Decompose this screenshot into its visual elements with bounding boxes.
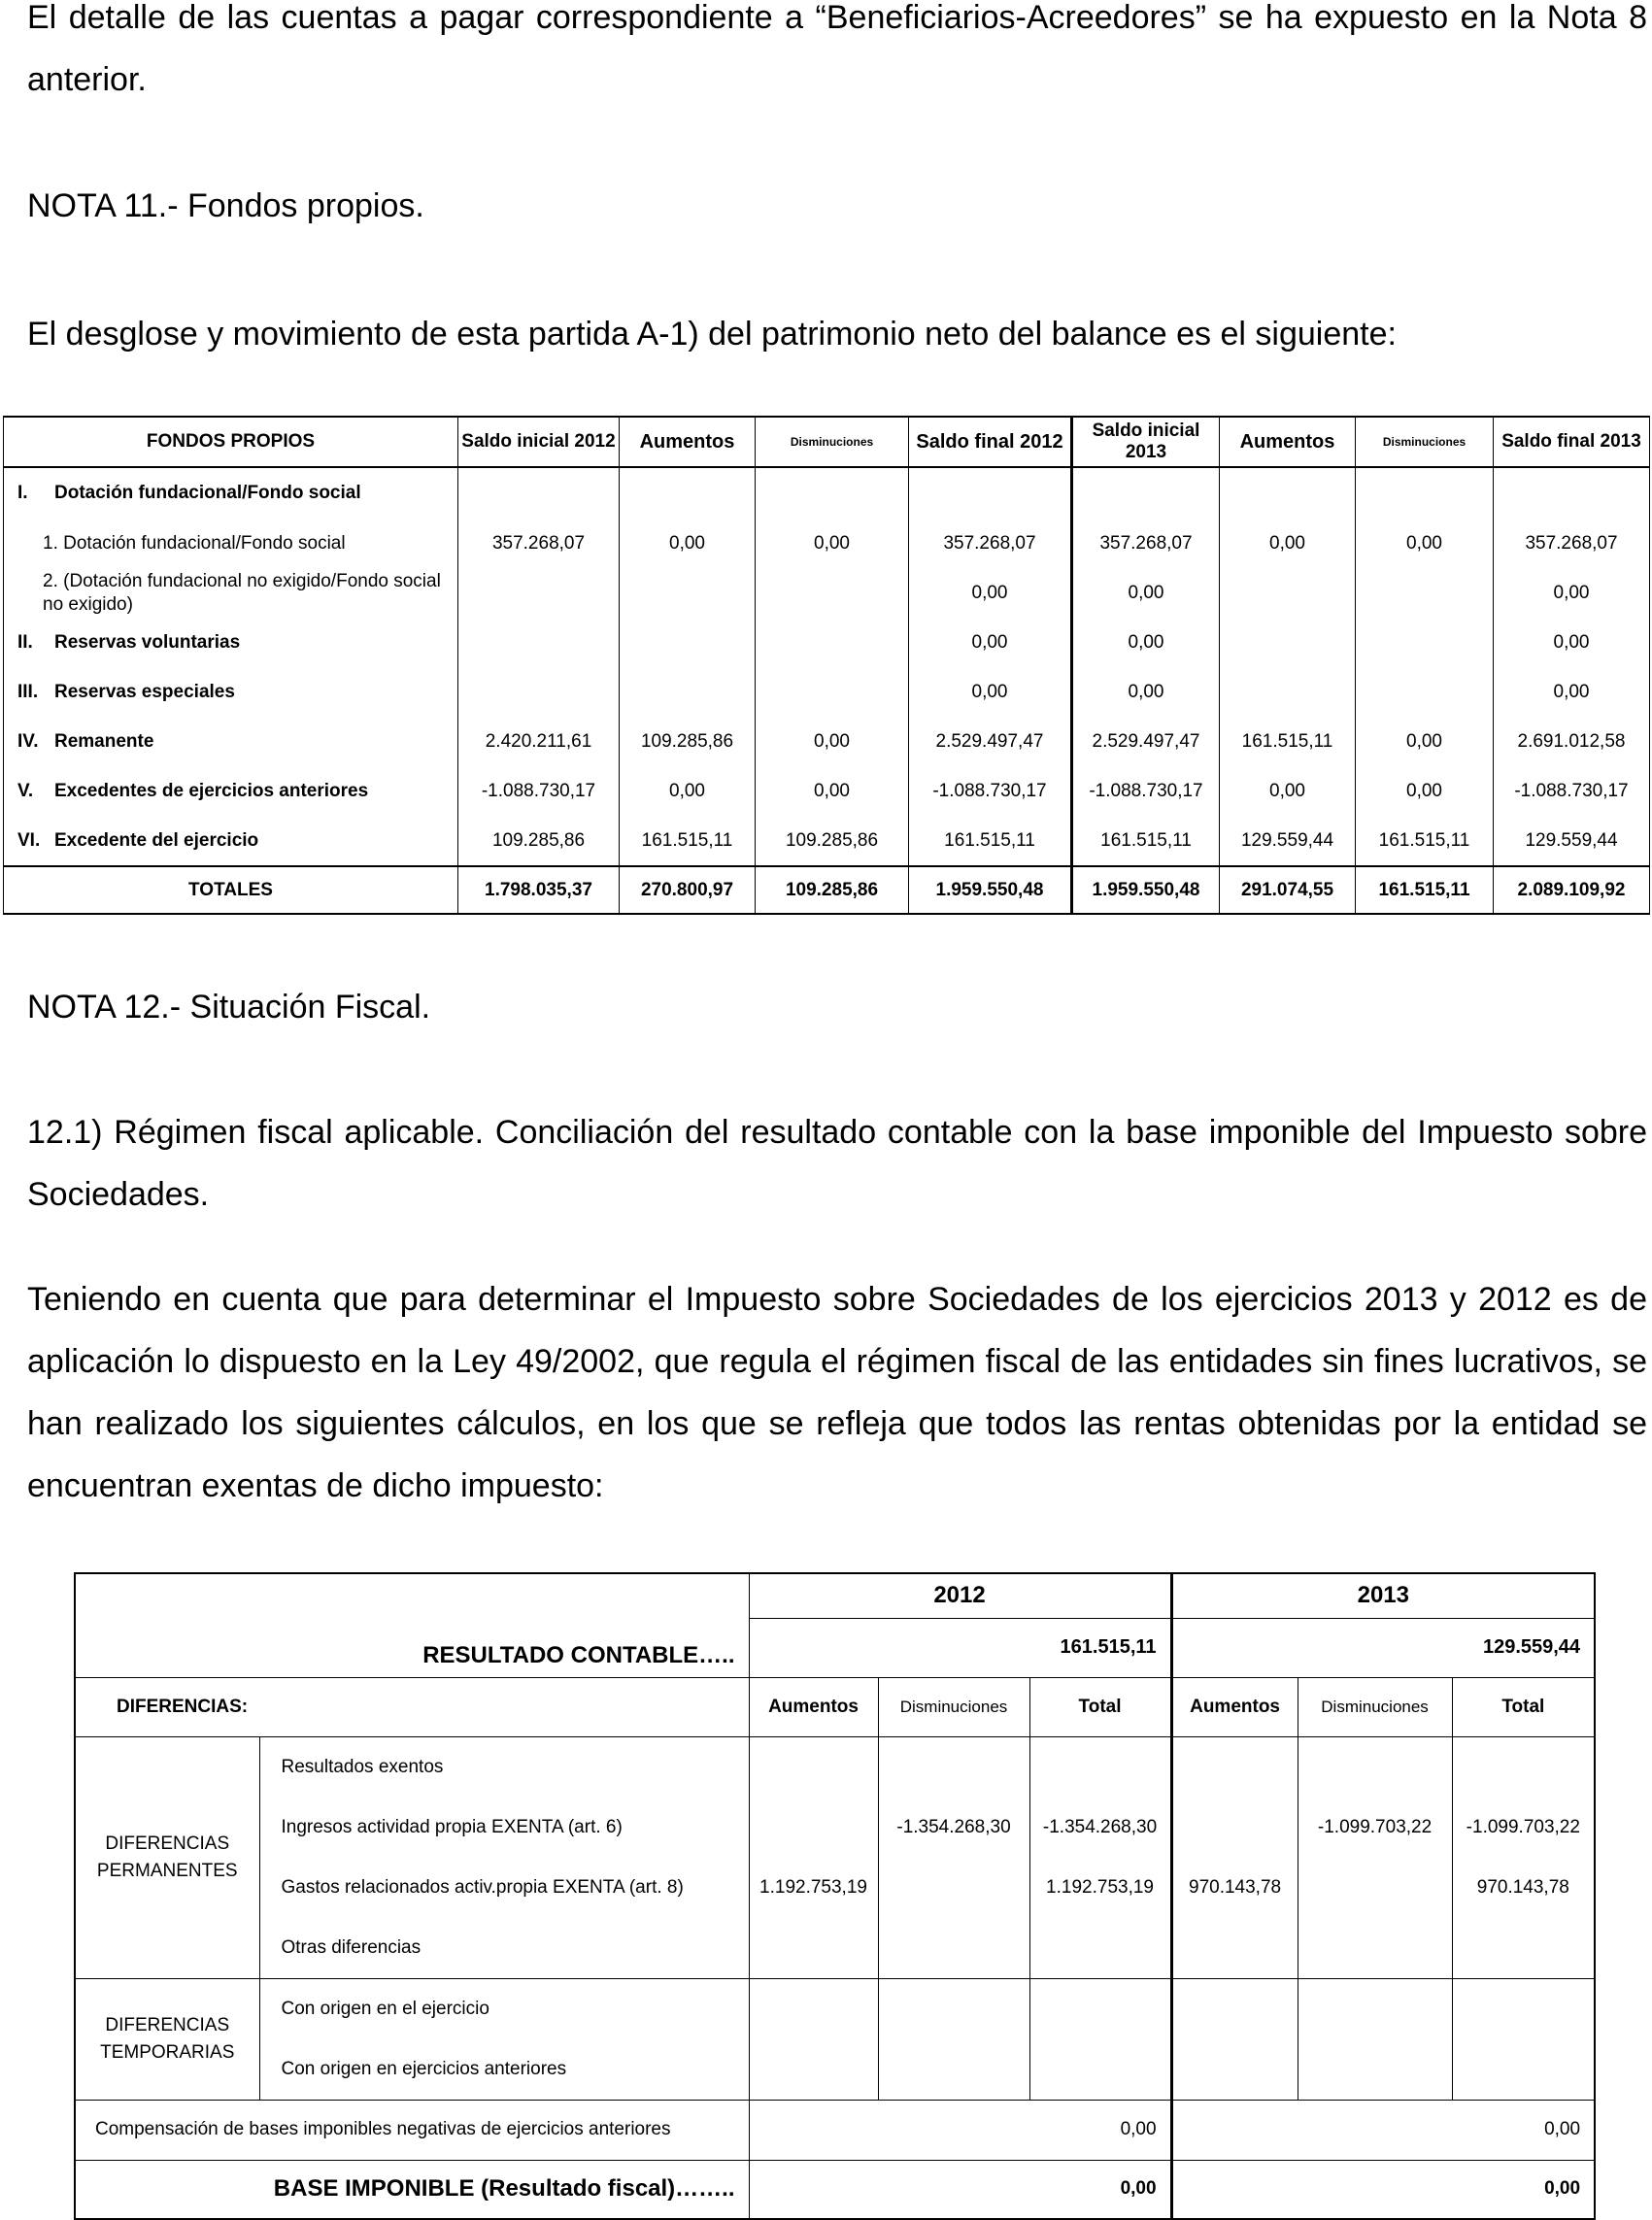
paragraph-regimen-fiscal: 12.1) Régimen fiscal aplicable. Conciliación del resultado contable con la base imponible del Impuesto sobre Sociedades. [27, 1114, 1647, 1213]
year-2012: 2012 [749, 1573, 1171, 1618]
fondos-row [4, 519, 1650, 568]
totals-value: 270.800,97 [620, 866, 756, 914]
temp-total-2013 [1452, 1978, 1595, 2100]
fondos-cell: 161.515,11 [1072, 816, 1220, 866]
paragraph-beneficiarios: El detalle de las cuentas a pagar correspondiente a “Beneficiarios-Acreedores” se ha expuesto en la Nota 8 anterior. [27, 0, 1647, 98]
diferencias-temporarias-items [259, 1978, 749, 2100]
fondos-row-label: II. Reservas voluntarias [4, 618, 458, 667]
fondos-cell: 161.515,11 [909, 816, 1072, 866]
diferencias-label: DIFERENCIAS: [75, 1677, 749, 1736]
fondos-row-label: 1. Dotación fundacional/Fondo social [4, 519, 458, 568]
fondos-row [4, 568, 1650, 618]
diferencias-temporarias-row [75, 1978, 1595, 2100]
header-saldo-inicial-2012: Saldo inicial 2012 [458, 417, 620, 467]
fondos-cell: -1.088.730,17 [1072, 766, 1220, 816]
fondos-cell [620, 568, 756, 618]
header-aumentos-2012: Aumentos [620, 417, 756, 467]
fondos-cell: 0,00 [620, 766, 756, 816]
totals-value: 109.285,86 [756, 866, 909, 914]
diferencias-permanentes-label: DIFERENCIAS PERMANENTES [75, 1736, 259, 1978]
fondos-cell: 161.515,11 [1220, 717, 1356, 766]
fondos-cell: 0,00 [1494, 618, 1650, 667]
fondos-cell: 0,00 [1356, 519, 1494, 568]
fondos-cell [458, 667, 620, 717]
fondos-row [4, 618, 1650, 667]
col-total-2012: Total [1029, 1677, 1171, 1736]
fondos-cell: 2.529.497,47 [1072, 717, 1220, 766]
paragraph-desglose: El desglose y movimiento de esta partida A-1) del patrimonio neto del balance es el siguiente: [27, 316, 1397, 353]
diferencias-permanentes-row [75, 1736, 1595, 1978]
fondos-cell: 0,00 [1072, 618, 1220, 667]
col-disminuciones-2013: Disminuciones [1298, 1677, 1452, 1736]
base-imponible-label: BASE IMPONIBLE (Resultado fiscal)…….. [75, 2160, 749, 2219]
fondos-cell [1220, 467, 1356, 519]
col-aumentos-2012: Aumentos [749, 1677, 878, 1736]
totals-value: 1.798.035,37 [458, 866, 620, 914]
fondos-cell [1220, 568, 1356, 618]
fondos-cell [909, 467, 1072, 519]
perm-total-2012: -1.354.268,30 1.192.753,19 [1029, 1736, 1171, 1978]
fondos-cell: 0,00 [1220, 519, 1356, 568]
perm-disminuciones-2012: -1.354.268,30 [878, 1736, 1029, 1978]
year-2013: 2013 [1171, 1573, 1595, 1618]
compensacion-row [75, 2100, 1595, 2160]
fondos-header-row [4, 417, 1650, 467]
situacion-fiscal-table [74, 1572, 1596, 2220]
diferencias-permanentes-items [259, 1736, 749, 1978]
fondos-cell: 109.285,86 [620, 717, 756, 766]
fondos-cell: 129.559,44 [1220, 816, 1356, 866]
fondos-cell: 0,00 [909, 618, 1072, 667]
heading-nota-12: NOTA 12.- Situación Fiscal. [27, 989, 431, 1026]
fondos-cell: 2.420.211,61 [458, 717, 620, 766]
fondos-row [4, 667, 1650, 717]
header-aumentos-2013: Aumentos [1220, 417, 1356, 467]
fondos-propios-table [3, 416, 1650, 915]
fondos-cell: 0,00 [756, 766, 909, 816]
fondos-cell: 0,00 [1072, 667, 1220, 717]
fondos-row-label: VI. Excedente del ejercicio [4, 816, 458, 866]
heading-nota-11: NOTA 11.- Fondos propios. [27, 187, 424, 224]
fondos-row-label: IV. Remanente [4, 717, 458, 766]
item-gastos-relacionados: Gastos relacionados activ.propia EXENTA (art. 8) [281, 1876, 684, 1898]
fondos-cell: 0,00 [909, 667, 1072, 717]
fondos-cell: 357.268,07 [1072, 519, 1220, 568]
temp-disminuciones-2013 [1298, 1978, 1452, 2100]
item-otras-diferencias: Otras diferencias [281, 1936, 421, 1958]
fondos-cell [620, 667, 756, 717]
item-resultados-exentos: Resultados exentos [281, 1756, 444, 1777]
fondos-cell: 357.268,07 [1494, 519, 1650, 568]
fondos-cell: 2.691.012,58 [1494, 717, 1650, 766]
fondos-cell: 357.268,07 [458, 519, 620, 568]
fondos-cell: 0,00 [756, 519, 909, 568]
fondos-cell [1494, 467, 1650, 519]
fondos-cell: 161.515,11 [1356, 816, 1494, 866]
fondos-cell [1220, 618, 1356, 667]
item-ingresos-actividad-propia: Ingresos actividad propia EXENTA (art. 6) [281, 1816, 623, 1837]
fondos-cell: -1.088.730,17 [458, 766, 620, 816]
fondos-cell: 0,00 [909, 568, 1072, 618]
totals-value: 1.959.550,48 [1072, 866, 1220, 914]
temp-aumentos-2012 [749, 1978, 878, 2100]
fondos-cell [620, 467, 756, 519]
fondos-cell [458, 618, 620, 667]
col-disminuciones-2012: Disminuciones [878, 1677, 1029, 1736]
fondos-cell [756, 667, 909, 717]
fondos-cell [1356, 618, 1494, 667]
fondos-cell: 2.529.497,47 [909, 717, 1072, 766]
fondos-cell [1356, 667, 1494, 717]
header-disminuciones-2012: Disminuciones [756, 417, 909, 467]
temp-disminuciones-2012 [878, 1978, 1029, 2100]
fondos-cell [458, 467, 620, 519]
col-aumentos-2013: Aumentos [1171, 1677, 1298, 1736]
fondos-cell: 109.285,86 [756, 816, 909, 866]
fondos-cell: 0,00 [620, 519, 756, 568]
fondos-cell: 0,00 [756, 717, 909, 766]
fondos-cell: 0,00 [1072, 568, 1220, 618]
totals-value: 161.515,11 [1356, 866, 1494, 914]
fondos-cell: -1.088.730,17 [909, 766, 1072, 816]
fondos-cell [1072, 467, 1220, 519]
fondos-row [4, 717, 1650, 766]
perm-aumentos-2012: 1.192.753,19 [749, 1736, 878, 1978]
fondos-row-label: 2. (Dotación fundacional no exigido/Fondo social no exigido) [4, 568, 458, 618]
fondos-row [4, 816, 1650, 866]
totals-value: 291.074,55 [1220, 866, 1356, 914]
compensacion-2013: 0,00 [1171, 2100, 1595, 2160]
diferencias-temporarias-label: DIFERENCIAS TEMPORARIAS [75, 1978, 259, 2100]
diferencias-header-row [75, 1677, 1595, 1736]
temp-total-2012 [1029, 1978, 1171, 2100]
fondos-row-label: III. Reservas especiales [4, 667, 458, 717]
fondos-cell: 0,00 [1356, 717, 1494, 766]
fondos-cell: 0,00 [1356, 766, 1494, 816]
fondos-cell: 129.559,44 [1494, 816, 1650, 866]
years-row [75, 1573, 1595, 1618]
fondos-cell [1356, 568, 1494, 618]
fondos-totals-row [4, 866, 1650, 914]
header-saldo-inicial-2013: Saldo inicial 2013 [1072, 417, 1220, 467]
fondos-cell [756, 618, 909, 667]
header-disminuciones-2013: Disminuciones [1356, 417, 1494, 467]
header-saldo-final-2012: Saldo final 2012 [909, 417, 1072, 467]
base-imponible-row [75, 2160, 1595, 2219]
fondos-row [4, 766, 1650, 816]
item-con-origen-anteriores: Con origen en ejercicios anteriores [281, 2058, 567, 2079]
fondos-cell: 0,00 [1494, 568, 1650, 618]
resultado-contable-2013: 129.559,44 [1171, 1618, 1595, 1677]
fondos-row-label: I. Dotación fundacional/Fondo social [4, 467, 458, 519]
header-saldo-final-2013: Saldo final 2013 [1494, 417, 1650, 467]
fondos-cell: 0,00 [1220, 766, 1356, 816]
fondos-cell: 357.268,07 [909, 519, 1072, 568]
item-con-origen-ejercicio: Con origen en el ejercicio [281, 1998, 489, 2019]
resultado-contable-2012: 161.515,11 [749, 1618, 1171, 1677]
col-total-2013: Total [1452, 1677, 1595, 1736]
resultado-contable-label: RESULTADO CONTABLE….. [75, 1573, 749, 1677]
temp-aumentos-2013 [1171, 1978, 1298, 2100]
fondos-cell [756, 568, 909, 618]
fondos-cell: 161.515,11 [620, 816, 756, 866]
paragraph-teniendo-en-cuenta: Teniendo en cuenta que para determinar el Impuesto sobre Sociedades de los ejercicios 2013 y 2012 es de aplicación lo dispuesto en la Ley 49/2002, que regula el régimen fiscal de las entidades sin fines lucrativos, se han realizado los siguientes cálculos, en los que se refleja que todos las rentas obtenidas por la entidad se encuentran exentas de dicho impuesto: [27, 1281, 1647, 1504]
base-imponible-2013: 0,00 [1171, 2160, 1595, 2219]
compensacion-label: Compensación de bases imponibles negativas de ejercicios anteriores [75, 2100, 749, 2160]
perm-total-2013: -1.099.703,22 970.143,78 [1452, 1736, 1595, 1978]
totals-value: 1.959.550,48 [909, 866, 1072, 914]
fondos-cell [620, 618, 756, 667]
compensacion-2012: 0,00 [749, 2100, 1171, 2160]
fondos-row-label: V. Excedentes de ejercicios anteriores [4, 766, 458, 816]
perm-aumentos-2013: 970.143,78 [1171, 1736, 1298, 1978]
header-fondos-propios: FONDOS PROPIOS [4, 417, 458, 467]
perm-disminuciones-2013: -1.099.703,22 [1298, 1736, 1452, 1978]
fondos-cell [756, 467, 909, 519]
fondos-row [4, 467, 1650, 519]
fondos-cell [458, 568, 620, 618]
fondos-cell [1220, 667, 1356, 717]
fondos-cell: 0,00 [1494, 667, 1650, 717]
totals-label: TOTALES [4, 866, 458, 914]
totals-value: 2.089.109,92 [1494, 866, 1650, 914]
fondos-cell [1356, 467, 1494, 519]
fondos-cell: 109.285,86 [458, 816, 620, 866]
fondos-cell: -1.088.730,17 [1494, 766, 1650, 816]
base-imponible-2012: 0,00 [749, 2160, 1171, 2219]
